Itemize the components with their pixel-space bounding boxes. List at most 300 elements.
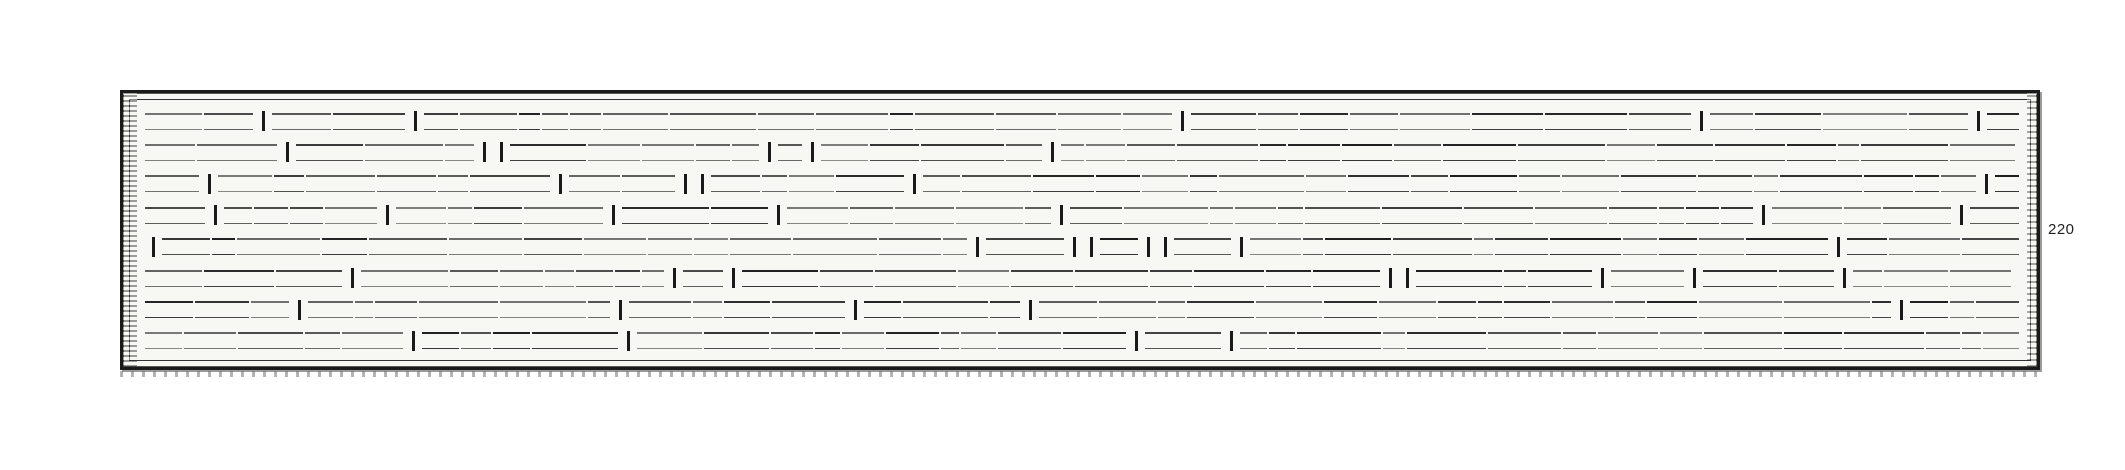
script-syllable-cluster xyxy=(1472,113,1543,130)
script-syllable-cluster xyxy=(145,270,202,287)
script-syllable-cluster xyxy=(449,238,522,255)
script-syllable-cluster xyxy=(1300,113,1348,130)
shad-mark xyxy=(1164,237,1167,257)
script-syllable-cluster xyxy=(1086,144,1125,161)
manuscript-line xyxy=(145,233,2019,261)
script-syllable-cluster xyxy=(519,113,540,130)
script-syllable-cluster xyxy=(1158,301,1185,318)
script-syllable-cluster xyxy=(1699,238,1744,255)
shad-mark xyxy=(559,174,562,194)
script-syllable-cluster xyxy=(438,175,468,192)
script-syllable-cluster xyxy=(1382,207,1462,224)
script-syllable-cluster xyxy=(218,175,272,192)
shad-mark xyxy=(1601,268,1604,288)
script-syllable-cluster xyxy=(588,301,610,318)
script-syllable-cluster xyxy=(787,207,848,224)
script-syllable-cluster xyxy=(584,238,646,255)
script-syllable-cluster xyxy=(1519,175,1560,192)
script-syllable-cluster xyxy=(1657,144,1713,161)
shad-mark xyxy=(1181,111,1184,131)
script-syllable-cluster xyxy=(1721,207,1753,224)
shad-mark xyxy=(673,268,676,288)
script-syllable-cluster xyxy=(821,144,868,161)
script-syllable-cluster xyxy=(355,301,373,318)
script-syllable-cluster xyxy=(1006,144,1042,161)
script-syllable-cluster xyxy=(962,175,1031,192)
script-syllable-cluster xyxy=(1438,301,1476,318)
script-syllable-cluster xyxy=(1528,270,1592,287)
shad-mark xyxy=(1090,237,1093,257)
script-syllable-cluster xyxy=(1950,301,1974,318)
shad-mark xyxy=(208,174,211,194)
script-syllable-cluster xyxy=(1746,238,1828,255)
script-syllable-cluster xyxy=(1190,175,1217,192)
script-syllable-cluster xyxy=(1350,113,1398,130)
script-syllable-cluster xyxy=(903,301,988,318)
script-syllable-cluster xyxy=(1504,301,1550,318)
script-syllable-cluster xyxy=(224,207,252,224)
script-syllable-cluster xyxy=(333,113,405,130)
script-syllable-cluster xyxy=(500,301,586,318)
script-syllable-cluster xyxy=(1659,238,1697,255)
script-syllable-cluster xyxy=(1715,144,1785,161)
script-syllable-cluster xyxy=(758,113,814,130)
script-syllable-cluster xyxy=(683,270,723,287)
manuscript-line xyxy=(145,170,2019,198)
script-syllable-cluster xyxy=(864,301,901,318)
script-syllable-cluster xyxy=(1609,207,1657,224)
script-syllable-cluster xyxy=(642,144,694,161)
script-syllable-cluster xyxy=(290,207,323,224)
script-syllable-cluster xyxy=(996,113,1056,130)
script-syllable-cluster xyxy=(1950,270,2011,287)
script-syllable-cluster xyxy=(1962,332,1981,349)
script-syllable-cluster xyxy=(545,270,574,287)
manuscript-line xyxy=(145,138,2019,166)
script-syllable-cluster xyxy=(162,238,210,255)
script-syllable-cluster xyxy=(890,113,913,130)
script-syllable-cluster xyxy=(325,207,377,224)
script-syllable-cluster xyxy=(1070,207,1122,224)
script-syllable-cluster xyxy=(724,301,770,318)
script-syllable-cluster xyxy=(1325,238,1391,255)
manuscript-line xyxy=(145,107,2019,135)
shad-mark xyxy=(1700,111,1703,131)
script-syllable-cluster xyxy=(1394,144,1441,161)
script-syllable-cluster xyxy=(1348,175,1409,192)
shad-mark xyxy=(913,174,916,194)
shad-mark xyxy=(351,268,354,288)
script-syllable-cluster xyxy=(510,144,586,161)
script-syllable-cluster xyxy=(1976,301,2019,318)
script-syllable-cluster xyxy=(1518,144,1605,161)
shad-mark xyxy=(412,331,415,351)
shad-mark xyxy=(768,142,771,162)
script-syllable-cluster xyxy=(1379,301,1436,318)
script-syllable-cluster xyxy=(670,113,756,130)
shad-mark xyxy=(386,205,389,225)
script-syllable-cluster xyxy=(569,175,620,192)
script-syllable-cluster xyxy=(1063,332,1126,349)
script-syllable-cluster xyxy=(195,301,249,318)
script-syllable-cluster xyxy=(816,113,888,130)
manuscript-line xyxy=(145,201,2019,229)
shad-mark xyxy=(811,142,814,162)
script-syllable-cluster xyxy=(361,270,448,287)
script-syllable-cluster xyxy=(1615,301,1645,318)
script-syllable-cluster xyxy=(778,144,802,161)
script-syllable-cluster xyxy=(470,175,550,192)
script-syllable-cluster xyxy=(696,144,730,161)
script-syllable-cluster xyxy=(419,301,498,318)
script-syllable-cluster xyxy=(820,270,873,287)
script-syllable-cluster xyxy=(1872,301,1891,318)
script-syllable-cluster xyxy=(396,207,446,224)
script-syllable-cluster xyxy=(184,332,236,349)
script-syllable-cluster xyxy=(1552,301,1613,318)
script-syllable-cluster xyxy=(1495,238,1548,255)
shad-mark xyxy=(701,174,704,194)
script-syllable-cluster xyxy=(308,301,353,318)
script-syllable-cluster xyxy=(986,238,1064,255)
script-syllable-cluster xyxy=(870,144,919,161)
script-syllable-cluster xyxy=(1303,238,1323,255)
script-syllable-cluster xyxy=(342,332,403,349)
manuscript-folio xyxy=(120,90,2040,370)
script-syllable-cluster xyxy=(1598,332,1658,349)
script-syllable-cluster xyxy=(1235,207,1276,224)
shad-mark xyxy=(483,142,486,162)
script-syllable-cluster xyxy=(1660,332,1702,349)
script-syllable-cluster xyxy=(251,301,289,318)
script-syllable-cluster xyxy=(1838,144,1859,161)
script-syllable-cluster xyxy=(1889,238,1960,255)
script-syllable-cluster xyxy=(1621,175,1696,192)
script-syllable-cluster xyxy=(1853,270,1882,287)
script-syllable-cluster xyxy=(365,144,443,161)
script-syllable-cluster xyxy=(1987,113,2019,130)
script-syllable-cluster xyxy=(704,332,769,349)
script-syllable-cluster xyxy=(237,238,320,255)
shad-mark xyxy=(619,300,622,320)
script-syllable-cluster xyxy=(1779,270,1834,287)
script-syllable-cluster xyxy=(789,175,834,192)
script-syllable-cluster xyxy=(941,332,959,349)
script-syllable-cluster xyxy=(1864,175,1913,192)
shad-mark xyxy=(1977,111,1980,131)
script-syllable-cluster xyxy=(1400,113,1470,130)
shad-mark xyxy=(854,300,857,320)
script-syllable-cluster xyxy=(1342,144,1392,161)
script-syllable-cluster xyxy=(1847,238,1887,255)
shad-mark xyxy=(500,142,503,162)
script-syllable-cluster xyxy=(923,175,960,192)
script-syllable-cluster xyxy=(1194,270,1264,287)
script-syllable-cluster xyxy=(445,144,474,161)
script-syllable-cluster xyxy=(1686,207,1719,224)
script-syllable-cluster xyxy=(622,207,709,224)
shad-mark xyxy=(1762,205,1765,225)
script-syllable-cluster xyxy=(1983,332,2019,349)
script-syllable-cluster xyxy=(1258,113,1298,130)
shad-mark xyxy=(214,205,217,225)
script-syllable-cluster xyxy=(1915,175,1939,192)
script-syllable-cluster xyxy=(422,332,459,349)
script-syllable-cluster xyxy=(629,301,691,318)
script-syllable-cluster xyxy=(1039,301,1097,318)
script-syllable-cluster xyxy=(1784,301,1870,318)
script-syllable-cluster xyxy=(693,301,722,318)
script-syllable-cluster xyxy=(1883,207,1951,224)
script-syllable-cluster xyxy=(1025,207,1051,224)
script-syllable-cluster xyxy=(1910,301,1948,318)
script-syllable-cluster xyxy=(254,207,288,224)
script-syllable-cluster xyxy=(850,207,893,224)
script-syllable-cluster xyxy=(145,207,205,224)
script-syllable-cluster xyxy=(915,113,994,130)
script-syllable-cluster xyxy=(1177,144,1258,161)
script-syllable-cluster xyxy=(1123,113,1172,130)
shad-mark xyxy=(1985,174,1988,194)
script-syllable-cluster xyxy=(493,332,530,349)
shad-mark xyxy=(298,300,301,320)
script-syllable-cluster xyxy=(1861,144,1948,161)
script-syllable-cluster xyxy=(622,175,675,192)
script-syllable-cluster xyxy=(1305,207,1380,224)
script-syllable-cluster xyxy=(145,332,182,349)
script-syllable-cluster xyxy=(1995,175,2019,192)
script-syllable-cluster xyxy=(1950,144,2015,161)
script-syllable-cluster xyxy=(524,238,582,255)
script-syllable-cluster xyxy=(998,332,1061,349)
script-syllable-cluster xyxy=(1099,301,1156,318)
script-syllable-cluster xyxy=(842,332,884,349)
script-syllable-cluster xyxy=(1416,270,1502,287)
script-syllable-cluster xyxy=(1755,113,1821,130)
script-syllable-cluster xyxy=(1562,175,1619,192)
script-syllable-cluster xyxy=(1269,332,1295,349)
script-syllable-cluster xyxy=(474,207,522,224)
script-syllable-cluster xyxy=(956,207,1023,224)
script-syllable-cluster xyxy=(1623,238,1657,255)
script-syllable-cluster xyxy=(1145,332,1221,349)
script-syllable-cluster xyxy=(1478,301,1502,318)
script-syllable-cluster xyxy=(1535,207,1607,224)
script-syllable-cluster xyxy=(1240,332,1267,349)
shad-mark xyxy=(152,237,155,257)
shad-mark xyxy=(684,174,687,194)
script-syllable-cluster xyxy=(895,207,954,224)
script-syllable-cluster xyxy=(637,332,702,349)
script-syllable-cluster xyxy=(742,270,818,287)
shad-mark xyxy=(262,111,265,131)
script-syllable-cluster xyxy=(1647,301,1697,318)
script-syllable-cluster xyxy=(1844,207,1881,224)
script-syllable-cluster xyxy=(1075,270,1148,287)
script-syllable-cluster xyxy=(732,144,759,161)
script-syllable-cluster xyxy=(1443,144,1516,161)
script-syllable-cluster xyxy=(306,175,375,192)
script-syllable-cluster xyxy=(460,113,517,130)
manuscript-text-block xyxy=(145,107,2019,355)
folio-right-margin xyxy=(2027,93,2037,367)
script-syllable-cluster xyxy=(1393,238,1472,255)
script-syllable-cluster xyxy=(1250,238,1301,255)
script-syllable-cluster xyxy=(272,113,331,130)
script-syllable-cluster xyxy=(875,270,956,287)
script-syllable-cluster xyxy=(1100,238,1138,255)
shad-mark xyxy=(1230,331,1233,351)
script-syllable-cluster xyxy=(1970,207,2019,224)
script-syllable-cluster xyxy=(1127,144,1175,161)
script-syllable-cluster xyxy=(322,238,367,255)
script-syllable-cluster xyxy=(1784,332,1842,349)
script-syllable-cluster xyxy=(1187,301,1254,318)
shad-mark xyxy=(1406,268,1409,288)
script-syllable-cluster xyxy=(642,270,664,287)
script-syllable-cluster xyxy=(145,113,202,130)
script-syllable-cluster xyxy=(1488,332,1561,349)
script-syllable-cluster xyxy=(1844,332,1924,349)
shad-mark xyxy=(1389,268,1392,288)
script-syllable-cluster xyxy=(450,270,498,287)
script-syllable-cluster xyxy=(836,175,904,192)
script-syllable-cluster xyxy=(145,301,193,318)
script-syllable-cluster xyxy=(1629,113,1691,130)
script-syllable-cluster xyxy=(448,207,472,224)
shad-mark xyxy=(1060,205,1063,225)
script-syllable-cluster xyxy=(1474,238,1493,255)
script-syllable-cluster xyxy=(615,270,640,287)
script-syllable-cluster xyxy=(1450,175,1517,192)
script-syllable-cluster xyxy=(1754,175,1778,192)
script-syllable-cluster xyxy=(1710,113,1753,130)
script-syllable-cluster xyxy=(1659,207,1684,224)
script-syllable-cluster xyxy=(886,332,939,349)
script-syllable-cluster xyxy=(1142,175,1188,192)
shad-mark xyxy=(1135,331,1138,351)
script-syllable-cluster xyxy=(238,332,303,349)
script-syllable-cluster xyxy=(1219,175,1304,192)
folio-left-margin xyxy=(123,93,137,367)
script-syllable-cluster xyxy=(204,270,274,287)
scan-edge-noise xyxy=(120,371,2040,377)
script-syllable-cluster xyxy=(1962,238,2019,255)
script-syllable-cluster xyxy=(1306,175,1346,192)
script-syllable-cluster xyxy=(772,301,845,318)
script-syllable-cluster xyxy=(197,144,277,161)
script-syllable-cluster xyxy=(276,270,342,287)
script-syllable-cluster xyxy=(1780,175,1862,192)
script-syllable-cluster xyxy=(424,113,458,130)
shad-mark xyxy=(612,205,615,225)
script-syllable-cluster xyxy=(1061,144,1084,161)
script-syllable-cluster xyxy=(990,301,1020,318)
script-syllable-cluster xyxy=(762,175,787,192)
shad-mark xyxy=(1837,237,1840,257)
script-syllable-cluster xyxy=(1772,207,1842,224)
script-syllable-cluster xyxy=(1174,238,1231,255)
shad-mark xyxy=(286,142,289,162)
script-syllable-cluster xyxy=(1313,270,1380,287)
script-syllable-cluster xyxy=(879,238,941,255)
shad-mark xyxy=(976,237,979,257)
script-syllable-cluster xyxy=(603,113,668,130)
script-syllable-cluster xyxy=(1504,270,1526,287)
manuscript-line xyxy=(145,296,2019,324)
shad-mark xyxy=(1147,237,1150,257)
script-syllable-cluster xyxy=(1124,207,1208,224)
script-syllable-cluster xyxy=(1704,332,1782,349)
shad-mark xyxy=(627,331,630,351)
script-syllable-cluster xyxy=(1256,301,1322,318)
script-syllable-cluster xyxy=(212,238,235,255)
shad-mark xyxy=(1960,205,1963,225)
shad-mark xyxy=(1843,268,1846,288)
script-syllable-cluster xyxy=(542,113,568,130)
script-syllable-cluster xyxy=(1383,332,1405,349)
shad-mark xyxy=(1900,300,1903,320)
script-syllable-cluster xyxy=(461,332,491,349)
script-syllable-cluster xyxy=(500,270,543,287)
script-syllable-cluster xyxy=(793,238,877,255)
script-syllable-cluster xyxy=(570,113,601,130)
shad-mark xyxy=(1029,300,1032,320)
script-syllable-cluster xyxy=(1698,175,1752,192)
manuscript-line xyxy=(145,264,2019,292)
script-syllable-cluster xyxy=(1909,113,1968,130)
shad-mark xyxy=(732,268,735,288)
script-syllable-cluster xyxy=(369,238,447,255)
script-syllable-cluster xyxy=(921,144,1004,161)
shad-mark xyxy=(1073,237,1076,257)
script-syllable-cluster xyxy=(1058,113,1121,130)
shad-mark xyxy=(1693,268,1696,288)
script-syllable-cluster xyxy=(145,175,199,192)
script-syllable-cluster xyxy=(576,270,613,287)
script-syllable-cluster xyxy=(1926,332,1960,349)
script-syllable-cluster xyxy=(1787,144,1836,161)
script-syllable-cluster xyxy=(958,270,1009,287)
script-syllable-cluster xyxy=(532,332,618,349)
shad-mark xyxy=(414,111,417,131)
script-syllable-cluster xyxy=(1324,301,1377,318)
script-syllable-cluster xyxy=(377,175,436,192)
script-syllable-cluster xyxy=(1191,113,1256,130)
script-syllable-cluster xyxy=(1823,113,1907,130)
script-syllable-cluster xyxy=(1545,113,1627,130)
shad-mark xyxy=(1051,142,1054,162)
script-syllable-cluster xyxy=(943,238,967,255)
manuscript-line xyxy=(145,327,2019,355)
script-syllable-cluster xyxy=(1210,207,1233,224)
script-syllable-cluster xyxy=(274,175,304,192)
script-syllable-cluster xyxy=(204,113,253,130)
script-syllable-cluster xyxy=(305,332,340,349)
script-syllable-cluster xyxy=(1703,270,1777,287)
script-syllable-cluster xyxy=(1096,175,1140,192)
script-syllable-cluster xyxy=(1607,144,1655,161)
script-syllable-cluster xyxy=(1033,175,1094,192)
script-syllable-cluster xyxy=(1150,270,1192,287)
script-syllable-cluster xyxy=(1563,332,1596,349)
script-syllable-cluster xyxy=(145,144,195,161)
script-syllable-cluster xyxy=(1411,175,1448,192)
script-syllable-cluster xyxy=(1266,270,1311,287)
script-syllable-cluster xyxy=(1288,144,1340,161)
script-syllable-cluster xyxy=(1611,270,1684,287)
script-syllable-cluster xyxy=(815,332,840,349)
